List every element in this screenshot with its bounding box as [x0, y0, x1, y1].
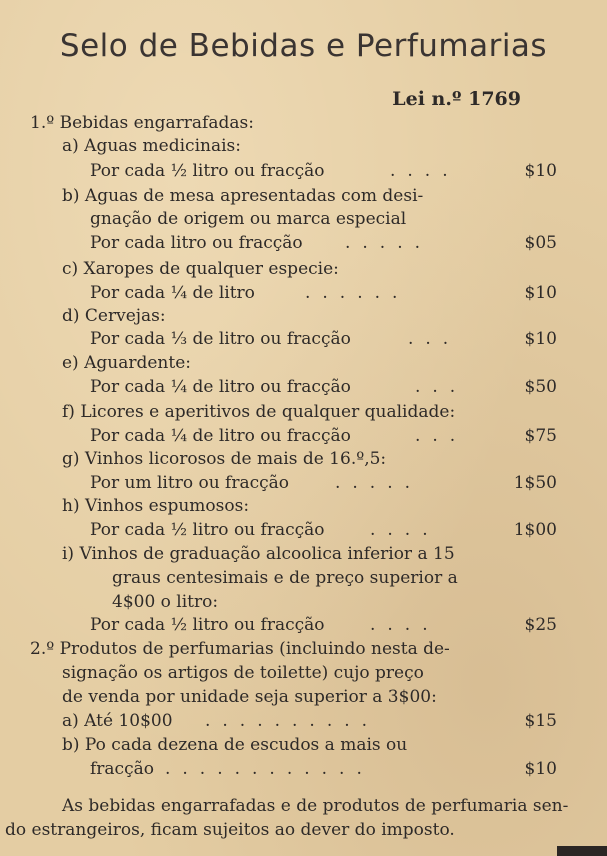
item-e-heading: e) Aguardente: — [62, 353, 191, 373]
item-b-price: $05 — [524, 233, 557, 253]
page-title: Selo de Bebidas e Perfumarias — [59, 28, 548, 64]
item-a-price: $10 — [524, 161, 557, 181]
item-e-price: $50 — [524, 377, 557, 397]
item-i-continuation-1: graus centesimais e de preço superior a — [112, 568, 458, 588]
item-d-price: $10 — [524, 329, 557, 349]
leader-dots: ..... — [335, 473, 423, 493]
item-f-rate: Por cada ¼ de litro ou fracção — [90, 426, 351, 446]
item-f-price: $75 — [524, 426, 557, 446]
leader-dots: .... — [370, 520, 440, 540]
item-2b-price: $10 — [524, 759, 557, 779]
item-b-heading: b) Aguas de mesa apresentadas com desi- — [62, 186, 424, 206]
leader-dots: .... — [390, 161, 460, 181]
section-1-heading: 1.º Bebidas engarrafadas: — [30, 113, 254, 133]
item-h-price: 1$00 — [513, 520, 557, 540]
item-i-heading: i) Vinhos de graduação alcoolica inferior a 15 — [62, 544, 455, 564]
section-2-continuation-1: signação os artigos de toilette) cujo preço — [62, 663, 424, 683]
item-a-rate: Por cada ½ litro ou fracção — [90, 161, 325, 181]
leader-dots: .... — [370, 615, 440, 635]
item-c-price: $10 — [524, 283, 557, 303]
item-h-rate: Por cada ½ litro ou fracção — [90, 520, 325, 540]
item-2b-continuation: fracção — [90, 759, 154, 779]
leader-dots: ... — [408, 329, 461, 349]
item-d-heading: d) Cervejas: — [62, 306, 166, 326]
leader-dots: .......... — [205, 711, 380, 731]
item-e-rate: Por cada ¼ de litro ou fracção — [90, 377, 351, 397]
item-b-continuation: gnação de origem ou marca especial — [90, 209, 407, 229]
item-2a-heading: a) Até 10$00 — [62, 711, 173, 731]
item-g-price: 1$50 — [513, 473, 557, 493]
footnote-line-2: do estrangeiros, ficam sujeitos ao dever do imposto. — [5, 820, 455, 840]
item-2a-price: $15 — [524, 711, 557, 731]
item-i-continuation-2: 4$00 o litro: — [112, 592, 219, 612]
item-2b-heading: b) Po cada dezena de escudos a mais ou — [62, 735, 408, 755]
item-i-rate: Por cada ½ litro ou fracção — [90, 615, 325, 635]
item-h-heading: h) Vinhos espumosos: — [62, 496, 250, 516]
item-i-price: $25 — [524, 615, 557, 635]
law-reference: Lei n.º 1769 — [392, 88, 521, 110]
item-c-rate: Por cada ¼ de litro — [90, 283, 255, 303]
footnote-line-1: As bebidas engarrafadas e de produtos de perfumaria sen- — [62, 796, 569, 816]
item-f-heading: f) Licores e aperitivos de qualquer qualidade: — [62, 402, 456, 422]
leader-dots: ............ — [165, 759, 374, 779]
dark-corner-mark — [557, 846, 607, 856]
item-b-rate: Por cada litro ou fracção — [90, 233, 303, 253]
item-a-heading: a) Aguas medicinais: — [62, 136, 241, 156]
section-2-continuation-2: de venda por unidade seja superior a 3$00: — [62, 687, 437, 707]
leader-dots: ...... — [305, 283, 410, 303]
leader-dots: ..... — [345, 233, 433, 253]
leader-dots: ... — [415, 377, 468, 397]
item-g-heading: g) Vinhos licorosos de mais de 16.º,5: — [62, 449, 387, 469]
item-c-heading: c) Xaropes de qualquer especie: — [62, 259, 339, 279]
item-d-rate: Por cada ⅓ de litro ou fracção — [90, 329, 351, 349]
leader-dots: ... — [415, 426, 468, 446]
item-g-rate: Por um litro ou fracção — [90, 473, 290, 493]
section-2-heading: 2.º Produtos de perfumarias (incluindo nesta de- — [30, 639, 450, 659]
